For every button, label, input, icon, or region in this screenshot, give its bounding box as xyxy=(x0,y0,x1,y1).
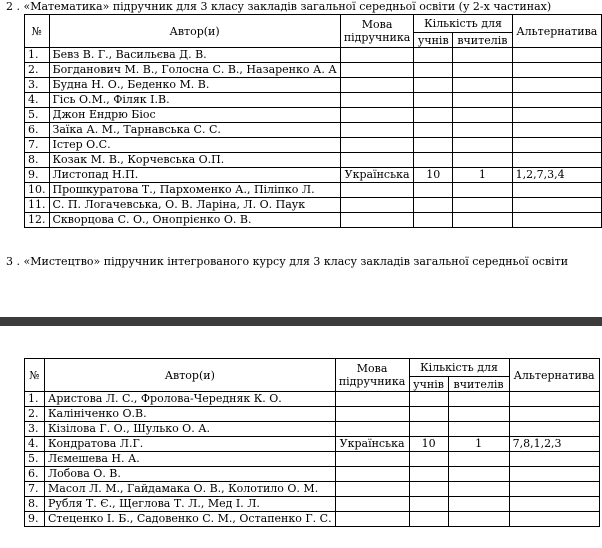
teachers-count-cell[interactable] xyxy=(448,452,509,467)
row-number: 10. xyxy=(25,183,50,198)
teachers-count-cell[interactable] xyxy=(448,422,509,437)
students-count-cell[interactable] xyxy=(409,482,448,497)
language-cell[interactable] xyxy=(340,123,414,138)
row-number: 9. xyxy=(25,512,45,527)
header-teachers: вчителів xyxy=(453,33,513,48)
alternative-cell[interactable] xyxy=(512,153,601,168)
row-number: 8. xyxy=(25,153,50,168)
table-row xyxy=(25,138,602,153)
author-cell: Бевз В. Г., Васильєва Д. В. xyxy=(49,48,340,63)
alternative-cell[interactable] xyxy=(509,392,599,407)
alternative-cell[interactable] xyxy=(512,183,601,198)
author-cell: Істер О.С. xyxy=(49,138,340,153)
alternative-cell[interactable] xyxy=(512,48,601,63)
teachers-count-cell[interactable] xyxy=(453,63,513,78)
students-count-cell[interactable] xyxy=(414,93,453,108)
header-count: Кількість для xyxy=(414,15,512,33)
header-students: учнів xyxy=(409,377,448,392)
header-language: Мова підручника xyxy=(340,15,414,48)
section-heading-math: 2 . «Математика» підручник для 3 класу закладів загальної середньої освіти (у 2-х частинах) xyxy=(6,0,552,13)
language-cell[interactable] xyxy=(340,78,414,93)
teachers-count-cell[interactable] xyxy=(453,183,513,198)
author-cell: Рубля Т. Є., Щеглова Т. Л., Мед І. Л. xyxy=(45,497,336,512)
alternative-cell[interactable] xyxy=(512,93,601,108)
section-heading-art: 3 . «Мистецтво» підручник інтегрованого курсу для 3 класу закладів загальної середньої освіти xyxy=(6,255,569,268)
alternative-cell[interactable] xyxy=(509,407,599,422)
alternative-cell[interactable] xyxy=(509,482,599,497)
row-number: 4. xyxy=(25,93,50,108)
alternative-cell[interactable] xyxy=(509,452,599,467)
alternative-cell[interactable] xyxy=(512,198,601,213)
author-cell: Лобова О. В. xyxy=(45,467,336,482)
row-number: 3. xyxy=(25,78,50,93)
row-number: 3. xyxy=(25,422,45,437)
author-cell: Богданович М. В., Голосна С. В., Назаренко А. А xyxy=(49,63,340,78)
language-cell[interactable] xyxy=(335,482,409,497)
language-cell[interactable] xyxy=(340,153,414,168)
row-number: 7. xyxy=(25,138,50,153)
row-number: 1. xyxy=(25,392,45,407)
teachers-count-cell[interactable] xyxy=(453,123,513,138)
row-number: 2. xyxy=(25,63,50,78)
table-row xyxy=(25,63,602,78)
textbook-order-table-art xyxy=(24,358,600,527)
alternative-cell[interactable] xyxy=(512,123,601,138)
author-cell: Лємешева Н. А. xyxy=(45,452,336,467)
language-cell[interactable] xyxy=(340,183,414,198)
language-cell[interactable] xyxy=(335,452,409,467)
table-row xyxy=(25,198,602,213)
author-cell: Листопад Н.П. xyxy=(49,168,340,183)
students-count-cell[interactable] xyxy=(414,108,453,123)
author-cell: Заїка А. М., Тарнавська С. С. xyxy=(49,123,340,138)
language-cell[interactable] xyxy=(340,108,414,123)
language-cell[interactable] xyxy=(340,198,414,213)
table-row xyxy=(25,497,600,512)
header-author: Автор(и) xyxy=(49,15,340,48)
students-count-cell[interactable] xyxy=(414,198,453,213)
language-cell[interactable] xyxy=(340,48,414,63)
students-count-cell[interactable] xyxy=(409,452,448,467)
language-cell[interactable] xyxy=(335,392,409,407)
students-count-cell[interactable] xyxy=(414,183,453,198)
students-count-cell[interactable] xyxy=(414,153,453,168)
teachers-count-cell[interactable] xyxy=(448,392,509,407)
students-count-cell[interactable] xyxy=(409,467,448,482)
row-number: 9. xyxy=(25,168,50,183)
table-row xyxy=(25,407,600,422)
author-cell: Масол Л. М., Гайдамака О. В., Колотило О. М. xyxy=(45,482,336,497)
header-language: Мова підручника xyxy=(335,359,409,392)
header-students: учнів xyxy=(414,33,453,48)
author-cell: Стеценко І. Б., Садовенко С. М., Остапенко Г. С. xyxy=(45,512,336,527)
textbook-order-table-math xyxy=(24,14,602,228)
teachers-count-cell[interactable] xyxy=(448,497,509,512)
language-cell[interactable] xyxy=(335,512,409,527)
author-cell: Кондратова Л.Г. xyxy=(45,437,336,452)
header-num: № xyxy=(25,359,45,392)
header-alternative: Альтернатива xyxy=(509,359,599,392)
author-cell: Калініченко О.В. xyxy=(45,407,336,422)
author-cell: Джон Ендрю Біос xyxy=(49,108,340,123)
row-number: 2. xyxy=(25,407,45,422)
table-row xyxy=(25,482,600,497)
row-number: 6. xyxy=(25,467,45,482)
row-number: 5. xyxy=(25,452,45,467)
students-count-cell[interactable]: 10 xyxy=(409,437,448,452)
table-row xyxy=(25,168,602,183)
table-row xyxy=(25,48,602,63)
row-number: 5. xyxy=(25,108,50,123)
table-row xyxy=(25,123,602,138)
teachers-count-cell[interactable] xyxy=(453,138,513,153)
alternative-cell[interactable] xyxy=(509,422,599,437)
students-count-cell[interactable] xyxy=(409,497,448,512)
language-cell[interactable] xyxy=(340,93,414,108)
teachers-count-cell[interactable] xyxy=(453,213,513,228)
language-cell[interactable]: Українська xyxy=(335,437,409,452)
author-cell: Будна Н. О., Беденко М. В. xyxy=(49,78,340,93)
students-count-cell[interactable] xyxy=(414,138,453,153)
alternative-cell[interactable] xyxy=(509,497,599,512)
alternative-cell[interactable] xyxy=(509,512,599,527)
table-row xyxy=(25,183,602,198)
language-cell[interactable] xyxy=(335,422,409,437)
students-count-cell[interactable]: 10 xyxy=(414,168,453,183)
table-row xyxy=(25,93,602,108)
alternative-cell[interactable] xyxy=(512,213,601,228)
teachers-count-cell[interactable] xyxy=(453,153,513,168)
table-row xyxy=(25,452,600,467)
students-count-cell[interactable] xyxy=(414,63,453,78)
students-count-cell[interactable] xyxy=(414,213,453,228)
author-cell: Гісь О.М., Філяк І.В. xyxy=(49,93,340,108)
students-count-cell[interactable] xyxy=(414,123,453,138)
teachers-count-cell[interactable]: 1 xyxy=(448,437,509,452)
row-number: 12. xyxy=(25,213,50,228)
language-cell[interactable] xyxy=(340,138,414,153)
table-row xyxy=(25,78,602,93)
page-break-divider xyxy=(0,317,602,326)
row-number: 1. xyxy=(25,48,50,63)
table-row xyxy=(25,512,600,527)
table-row xyxy=(25,213,602,228)
header-num: № xyxy=(25,15,50,48)
alternative-cell[interactable] xyxy=(509,467,599,482)
alternative-cell[interactable]: 7,8,1,2,3 xyxy=(509,437,599,452)
author-cell: Аристова Л. С., Фролова-Чередняк К. О. xyxy=(45,392,336,407)
header-author: Автор(и) xyxy=(45,359,336,392)
alternative-cell[interactable]: 1,2,7,3,4 xyxy=(512,168,601,183)
teachers-count-cell[interactable] xyxy=(448,407,509,422)
alternative-cell[interactable] xyxy=(512,78,601,93)
header-alternative: Альтернатива xyxy=(512,15,601,48)
students-count-cell[interactable] xyxy=(409,392,448,407)
teachers-count-cell[interactable] xyxy=(448,512,509,527)
header-count: Кількість для xyxy=(409,359,509,377)
alternative-cell[interactable] xyxy=(512,138,601,153)
teachers-count-cell[interactable] xyxy=(453,48,513,63)
language-cell[interactable] xyxy=(335,497,409,512)
author-cell: Прошкуратова Т., Пархоменко А., Піліпко Л. xyxy=(49,183,340,198)
students-count-cell[interactable] xyxy=(409,407,448,422)
row-number: 7. xyxy=(25,482,45,497)
students-count-cell[interactable] xyxy=(414,78,453,93)
author-cell: С. П. Логачевська, О. В. Ларіна, Л. О. Паук xyxy=(49,198,340,213)
row-number: 11. xyxy=(25,198,50,213)
table-row xyxy=(25,422,600,437)
table-row xyxy=(25,108,602,123)
teachers-count-cell[interactable] xyxy=(448,467,509,482)
author-cell: Скворцова С. О., Онопрієнко О. В. xyxy=(49,213,340,228)
teachers-count-cell[interactable] xyxy=(453,93,513,108)
alternative-cell[interactable] xyxy=(512,63,601,78)
table-row xyxy=(25,392,600,407)
teachers-count-cell[interactable] xyxy=(453,78,513,93)
alternative-cell[interactable] xyxy=(512,108,601,123)
language-cell[interactable]: Українська xyxy=(340,168,414,183)
teachers-count-cell[interactable] xyxy=(453,108,513,123)
header-teachers: вчителів xyxy=(448,377,509,392)
language-cell[interactable] xyxy=(340,63,414,78)
teachers-count-cell[interactable]: 1 xyxy=(453,168,513,183)
language-cell[interactable] xyxy=(340,213,414,228)
language-cell[interactable] xyxy=(335,407,409,422)
row-number: 8. xyxy=(25,497,45,512)
students-count-cell[interactable] xyxy=(414,48,453,63)
author-cell: Кізілова Г. О., Шулько О. А. xyxy=(45,422,336,437)
teachers-count-cell[interactable] xyxy=(448,482,509,497)
row-number: 6. xyxy=(25,123,50,138)
table-row xyxy=(25,153,602,168)
table-row xyxy=(25,437,600,452)
students-count-cell[interactable] xyxy=(409,422,448,437)
language-cell[interactable] xyxy=(335,467,409,482)
table-row xyxy=(25,467,600,482)
students-count-cell[interactable] xyxy=(409,512,448,527)
row-number: 4. xyxy=(25,437,45,452)
author-cell: Козак М. В., Корчевська О.П. xyxy=(49,153,340,168)
teachers-count-cell[interactable] xyxy=(453,198,513,213)
